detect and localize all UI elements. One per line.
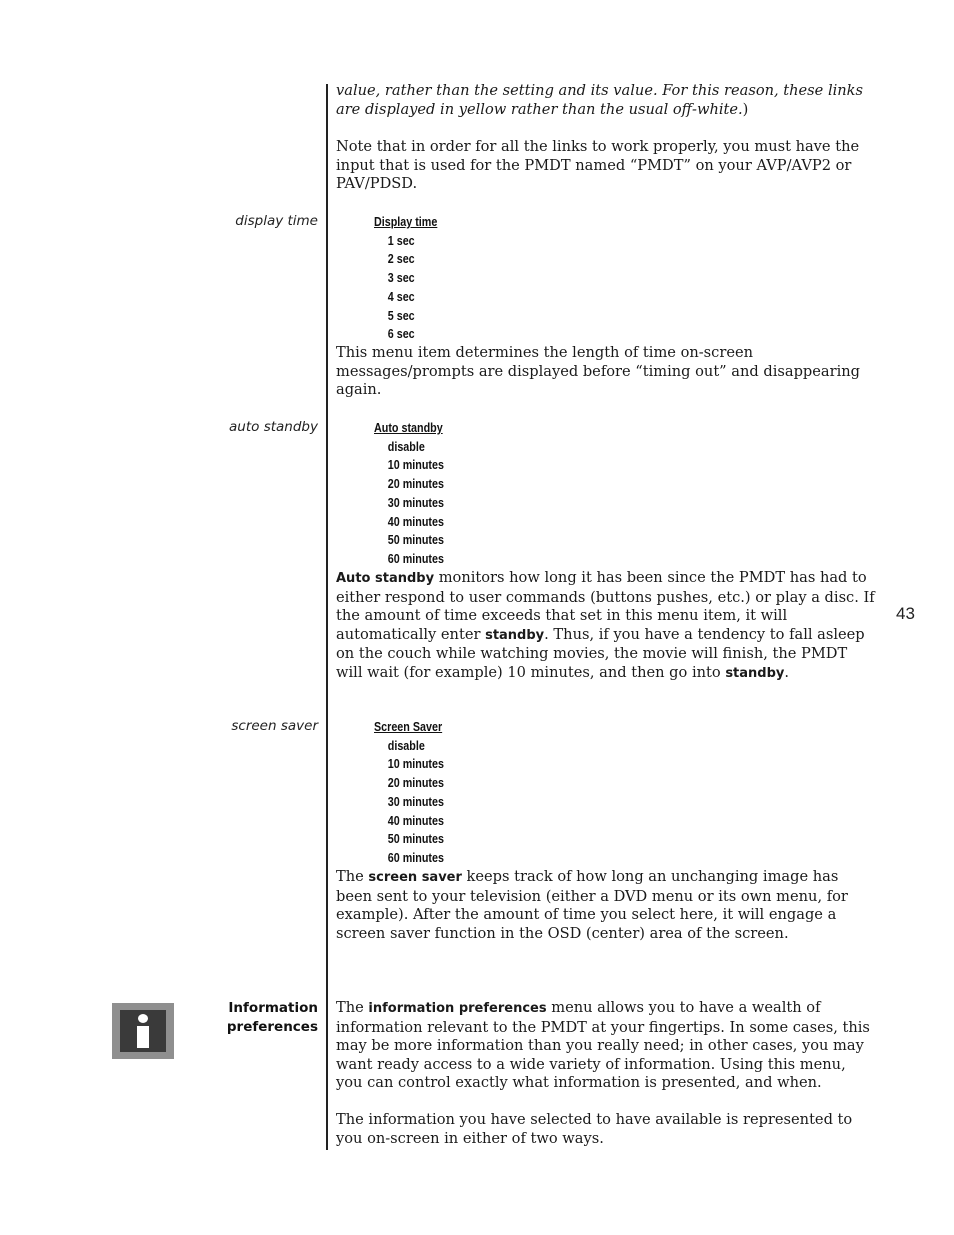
desc-text: monitors how long it has been since the PMDT has had to either respond to user commands (buttons pushes, etc.) or play a disc. If the amount of time exceeds that set in this menu item, it will automatically enter bbox=[336, 569, 875, 643]
keyword-auto-standby: Auto standby bbox=[336, 571, 435, 586]
keyword-standby: standby bbox=[725, 665, 785, 681]
menu-option: 2 sec bbox=[387, 252, 415, 267]
intro-close-paren: ) bbox=[742, 100, 749, 118]
side-heading-line: preferences bbox=[226, 1019, 318, 1035]
menu-option: disable bbox=[387, 439, 425, 454]
menu-option: 20 minutes bbox=[387, 477, 444, 492]
page-number: 43 bbox=[896, 604, 915, 623]
menu-option: 5 sec bbox=[387, 308, 415, 323]
menu-option: 20 minutes bbox=[387, 776, 444, 791]
menu-option: 10 minutes bbox=[387, 458, 444, 473]
menu-option: 40 minutes bbox=[387, 514, 444, 529]
menu-option: 50 minutes bbox=[387, 832, 444, 847]
side-heading-information-preferences bbox=[227, 999, 318, 1037]
desc-text: The bbox=[336, 999, 369, 1016]
menu-title: Screen Saver bbox=[374, 720, 443, 734]
desc-text: The bbox=[336, 868, 369, 885]
side-label-display-time: display time bbox=[235, 213, 318, 229]
desc-text: menu allows you to have a wealth of information relevant to the PMDT at your fingertips. In some cases, this may be more information than you really need; in other cases, you may want ready access to a wide variety of information. Using this menu, you can control exactly what information is presented, and when. bbox=[336, 999, 870, 1092]
menu-option: 6 sec bbox=[387, 327, 415, 342]
side-label-screen-saver: screen saver bbox=[231, 718, 318, 734]
menu-option: 50 minutes bbox=[387, 533, 444, 548]
info-prefs-paragraph-1 bbox=[336, 999, 876, 1093]
menu-option: 60 minutes bbox=[387, 551, 444, 566]
side-heading-line: Information bbox=[228, 1000, 318, 1016]
info-icon-dot bbox=[138, 1014, 148, 1023]
margin-rule bbox=[326, 84, 328, 1150]
menu-option: 4 sec bbox=[387, 289, 415, 304]
info-prefs-paragraph-2: The information you have selected to have available is represented to you on-screen in either of two ways. bbox=[336, 1111, 853, 1147]
menu-auto-standby bbox=[374, 419, 444, 569]
desc-text: . bbox=[784, 663, 790, 681]
display-time-description: This menu item determines the length of time on-screen messages/prompts are displayed before “timing out” and disappearing again. bbox=[336, 344, 860, 399]
menu-display-time bbox=[374, 213, 437, 344]
auto-standby-description bbox=[336, 569, 876, 684]
intro-italic-text: value, rather than the setting and its value. For this reason, these links are displayed in yellow rather than the usual off-white. bbox=[336, 82, 864, 118]
keyword-screen-saver: screen saver bbox=[368, 870, 462, 885]
info-icon-background bbox=[120, 1010, 166, 1052]
menu-option: 40 minutes bbox=[387, 813, 444, 828]
info-icon bbox=[112, 1003, 174, 1059]
side-label-auto-standby: auto standby bbox=[229, 419, 318, 435]
menu-option: 60 minutes bbox=[387, 850, 444, 865]
menu-option: 30 minutes bbox=[387, 495, 444, 510]
desc-text: keeps track of how long an unchanging image has been sent to your television (either a DVD menu or its own menu, for example). After the amount of time you select here, it will engage a screen saver function in the OSD (center) area of the screen. bbox=[336, 868, 848, 942]
menu-screen-saver bbox=[374, 718, 444, 868]
menu-option: 30 minutes bbox=[387, 794, 444, 809]
keyword-information-preferences: information preferences bbox=[368, 1001, 547, 1016]
intro-note-paragraph: Note that in order for all the links to work properly, you must have the input that is used for the PMDT named “PMDT” on your AVP/AVP2 or PAV/PDSD. bbox=[336, 138, 860, 193]
menu-option: disable bbox=[387, 738, 425, 753]
menu-option: 1 sec bbox=[387, 233, 415, 248]
menu-option: 10 minutes bbox=[387, 757, 444, 772]
info-icon-stem bbox=[137, 1026, 149, 1048]
intro-italic-paragraph bbox=[336, 82, 876, 119]
keyword-standby: standby bbox=[485, 627, 545, 643]
menu-option: 3 sec bbox=[387, 271, 415, 286]
menu-title: Display time bbox=[374, 215, 438, 229]
menu-title: Auto standby bbox=[374, 421, 443, 435]
screen-saver-description bbox=[336, 868, 876, 943]
desc-text: . Thus, if you have a tendency to fall asleep on the couch while watching movies, the movie will finish, the PMDT will wait (for example) 10 minutes, and then go into bbox=[336, 625, 865, 681]
